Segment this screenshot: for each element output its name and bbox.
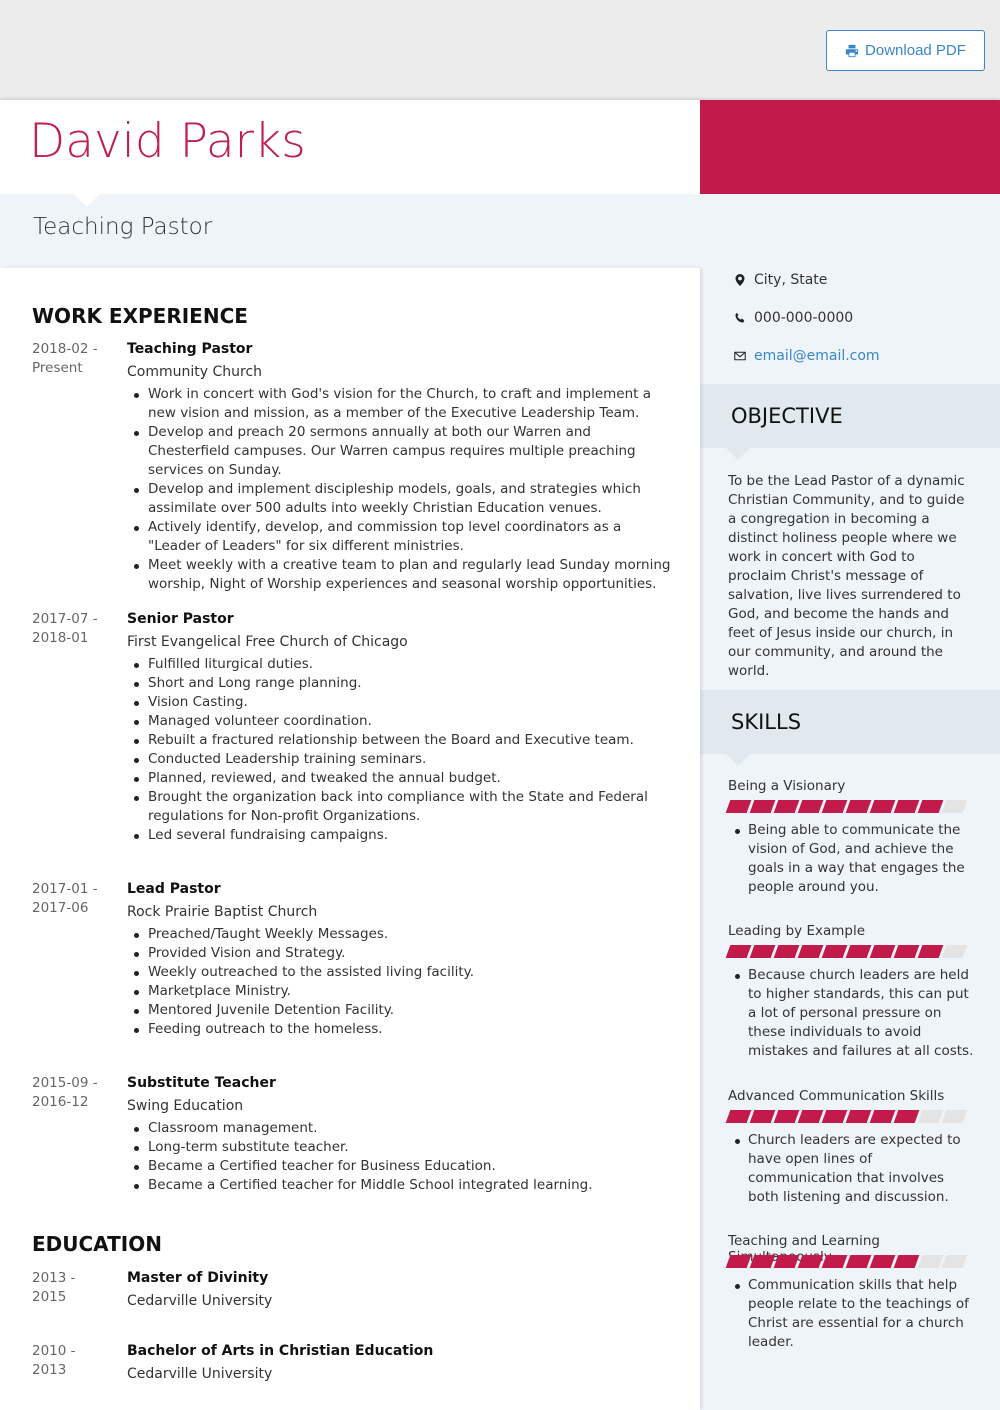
work-organization: Swing Education (127, 1098, 244, 1114)
objective-heading-band (700, 384, 1000, 448)
skill-rating-segment (726, 1255, 752, 1268)
skill-rating-segment (870, 1110, 896, 1123)
work-bullets (127, 925, 672, 1039)
skill-rating-segment (774, 800, 800, 813)
education-heading: EDUCATION (32, 1232, 162, 1256)
list-item: Develop and implement discipleship models, goals, and strategies which assimilate over 500 adults into weekly Christian Education venues. (148, 480, 672, 518)
work-organization: Rock Prairie Baptist Church (127, 904, 318, 920)
education-content (127, 1269, 672, 1314)
main-column (0, 268, 700, 1410)
envelope-icon (734, 350, 746, 362)
skill-rating-segment (942, 1110, 968, 1123)
work-content (127, 340, 672, 594)
work-organization: First Evangelical Free Church of Chicago (127, 634, 408, 650)
skill-rating-segment (822, 945, 848, 958)
skills-heading: SKILLS (731, 710, 802, 734)
top-toolbar (0, 0, 1000, 100)
skill-rating-segment (822, 1110, 848, 1123)
skill-rating-segment (870, 800, 896, 813)
skill-rating-segment (894, 1255, 920, 1268)
skill-item (728, 778, 978, 897)
title-band (0, 194, 1000, 268)
skill-rating-segment (942, 945, 968, 958)
work-role: Teaching Pastor (127, 341, 253, 357)
skill-item (728, 923, 978, 1061)
work-date: 2015-09 - 2016-12 (32, 1075, 98, 1110)
list-item: Became a Certified teacher for Business Education. (148, 1157, 672, 1176)
education-school: Cedarville University (127, 1366, 273, 1382)
download-pdf-button[interactable] (826, 30, 985, 71)
skill-rating-segment (822, 800, 848, 813)
download-pdf-label: Download PDF (865, 42, 966, 59)
candidate-name: David Parks (29, 114, 306, 169)
list-item: Planned, reviewed, and tweaked the annual budget. (148, 769, 672, 788)
skills-heading-band (700, 690, 1000, 754)
skill-rating-segment (750, 1255, 776, 1268)
skill-rating-segment (846, 800, 872, 813)
work-organization: Community Church (127, 364, 263, 380)
name-header (0, 100, 700, 194)
work-role: Senior Pastor (127, 611, 234, 627)
skill-name: Advanced Communication Skills (728, 1088, 945, 1104)
skill-rating-segment (846, 945, 872, 958)
list-item: Conducted Leadership training seminars. (148, 750, 672, 769)
skill-name: Being a Visionary (728, 778, 846, 794)
resume-page (0, 100, 1000, 1410)
work-heading: WORK EXPERIENCE (32, 304, 248, 328)
work-bullets (127, 385, 672, 594)
skill-rating-segment (918, 945, 944, 958)
skill-rating-segment (750, 1110, 776, 1123)
list-item: Because church leaders are held to higher standards, this can put a lot of personal pressure on these individuals to avoid mistakes and failures at all costs. (748, 966, 978, 1061)
skill-rating-segment (774, 1110, 800, 1123)
list-item: Being able to communicate the vision of God, and achieve the goals in a way that engages the people around you. (748, 821, 978, 897)
list-item: Develop and preach 20 sermons annually at both our Warren and Chesterfield campuses. Our Warren campus requires multiple preaching services on Sunday. (148, 423, 672, 480)
list-item: Weekly outreached to the assisted living facility. (148, 963, 672, 982)
list-item: Mentored Juvenile Detention Facility. (148, 1001, 672, 1020)
skill-rating-segment (846, 1255, 872, 1268)
list-item: Long-term substitute teacher. (148, 1138, 672, 1157)
skill-rating-segment (750, 800, 776, 813)
work-bullets (127, 1119, 672, 1195)
list-item: Classroom management. (148, 1119, 672, 1138)
sidebar (700, 268, 1000, 1410)
education-school: Cedarville University (127, 1293, 273, 1309)
skill-rating-segment (774, 1255, 800, 1268)
phone-icon (734, 312, 746, 324)
skill-rating-bar (728, 945, 978, 958)
skill-rating-segment (870, 1255, 896, 1268)
skill-rating-segment (798, 1255, 824, 1268)
skill-rating-segment (846, 1110, 872, 1123)
list-item: Preached/Taught Weekly Messages. (148, 925, 672, 944)
skill-bullets (728, 821, 978, 897)
skill-rating-bar (728, 800, 978, 813)
work-role: Substitute Teacher (127, 1075, 276, 1091)
skill-rating-segment (798, 1110, 824, 1123)
skill-rating-segment (942, 800, 968, 813)
contact-phone: 000-000-0000 (734, 310, 853, 326)
skill-name: Teaching and Learning (728, 1233, 880, 1249)
objective-heading: OBJECTIVE (731, 404, 843, 428)
work-date: 2018-02 - Present (32, 341, 98, 376)
education-date: 2013 - 2015 (32, 1270, 76, 1305)
skill-rating-bar (728, 1110, 978, 1123)
list-item: Fulfilled liturgical duties. (148, 655, 672, 674)
list-item: Became a Certified teacher for Middle School integrated learning. (148, 1176, 672, 1195)
skill-rating-segment (894, 800, 920, 813)
skill-rating-segment (918, 800, 944, 813)
list-item: Rebuilt a fractured relationship between the Board and Executive team. (148, 731, 672, 750)
education-content (127, 1342, 672, 1387)
work-role: Lead Pastor (127, 881, 221, 897)
list-item: Church leaders are expected to have open lines of communication that involves both listening and discussion. (748, 1131, 978, 1207)
work-date: 2017-07 - 2018-01 (32, 611, 98, 646)
map-marker-icon (734, 274, 746, 286)
contact-email[interactable]: email@email.com (734, 348, 880, 364)
skill-rating-segment (918, 1255, 944, 1268)
list-item: Feeding outreach to the homeless. (148, 1020, 672, 1039)
skill-bullets (728, 1276, 978, 1352)
skill-rating-segment (894, 945, 920, 958)
list-item: Managed volunteer coordination. (148, 712, 672, 731)
skill-bullets (728, 966, 978, 1061)
skill-rating-segment (918, 1110, 944, 1123)
skill-name: Leading by Example (728, 923, 866, 939)
list-item: Short and Long range planning. (148, 674, 672, 693)
work-date: 2017-01 - 2017-06 (32, 881, 98, 916)
education-degree: Master of Divinity (127, 1270, 269, 1286)
skill-rating-segment (894, 1110, 920, 1123)
skill-rating-segment (774, 945, 800, 958)
skill-rating-segment (870, 945, 896, 958)
candidate-title: Teaching Pastor (33, 214, 213, 240)
list-item: Communication skills that help people relate to the teachings of Christ are essential for a church leader. (748, 1276, 978, 1352)
skill-rating-segment (822, 1255, 848, 1268)
list-item: Brought the organization back into compliance with the State and Federal regulations for Non-profit Organizations. (148, 788, 672, 826)
education-degree: Bachelor of Arts in Christian Education (127, 1343, 434, 1359)
skill-rating-segment (798, 800, 824, 813)
list-item: Led several fundraising campaigns. (148, 826, 672, 845)
list-item: Provided Vision and Strategy. (148, 944, 672, 963)
list-item: Work in concert with God's vision for the Church, to craft and implement a new vision and mission, as a member of the Executive Leadership Team. (148, 385, 672, 423)
work-content (127, 610, 672, 845)
skill-rating-segment (942, 1255, 968, 1268)
list-item: Actively identify, develop, and commission top level coordinators as a "Leader of Leaders" for six different ministries. (148, 518, 672, 556)
printer-icon (845, 44, 859, 58)
list-item: Meet weekly with a creative team to plan and regularly lead Sunday morning worship, Night of Worship experiences and seasonal worship opportunities. (148, 557, 671, 592)
work-content (127, 1074, 672, 1195)
skill-rating-bar (728, 1255, 978, 1268)
skill-item (728, 1233, 978, 1352)
skill-rating-segment (798, 945, 824, 958)
skill-rating-segment (750, 945, 776, 958)
list-item: Marketplace Ministry. (148, 982, 672, 1001)
accent-block (700, 100, 1000, 194)
work-bullets (127, 655, 672, 845)
contact-location: City, State (734, 272, 827, 288)
skill-rating-segment (726, 945, 752, 958)
skill-item (728, 1088, 978, 1207)
objective-text: To be the Lead Pastor of a dynamic Christian Community, and to guide a congregation in becoming a distinct holiness people where we work in concert with God to proclaim Christ's message of salvation, live lives surrendered to God, and become the hands and feet of Jesus inside our church, in our community, and around the world. (728, 473, 965, 679)
skill-rating-segment (726, 800, 752, 813)
skill-rating-segment (726, 1110, 752, 1123)
work-content (127, 880, 672, 1039)
skill-bullets (728, 1131, 978, 1207)
education-date: 2010 - 2013 (32, 1343, 76, 1378)
list-item: Vision Casting. (148, 693, 672, 712)
